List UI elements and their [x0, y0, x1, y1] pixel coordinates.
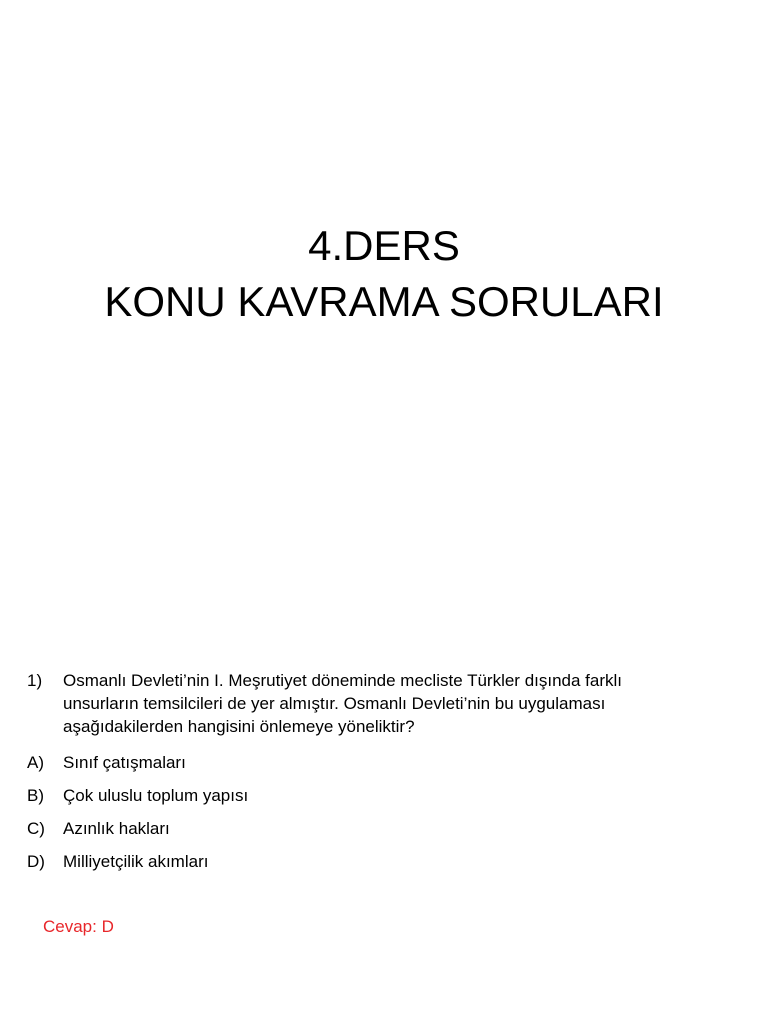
question-number: 1)	[27, 671, 43, 690]
option-letter: A)	[27, 753, 44, 772]
option-text: Azınlık hakları	[63, 819, 170, 838]
slide-title	[0, 218, 768, 330]
option-b	[27, 784, 627, 817]
option-text: Milliyetçilik akımları	[63, 852, 209, 871]
section-title: KONU KAVRAMA SORULARI	[104, 278, 664, 325]
answer-options	[27, 751, 627, 883]
option-a	[27, 751, 627, 784]
option-letter: B)	[27, 786, 44, 805]
option-text: Çok uluslu toplum yapısı	[63, 786, 249, 805]
lesson-number-title: 4.DERS	[308, 222, 460, 269]
option-d	[27, 850, 627, 883]
question-text: Osmanlı Devleti’nin I. Meşrutiyet döneminde mecliste Türkler dışında farklı unsurların temsilcileri de yer almıştır. Osmanlı Devleti’nin bu uygulaması aşağıdakilerden hangisini önlemeye yöneliktir?	[63, 671, 623, 736]
question-row	[27, 669, 747, 738]
question-slide	[0, 576, 768, 1024]
question	[27, 669, 747, 738]
option-text: Sınıf çatışmaları	[63, 753, 186, 772]
answer-key: Cevap: D	[43, 917, 114, 936]
option-c	[27, 817, 627, 850]
option-letter: D)	[27, 852, 45, 871]
option-letter: C)	[27, 819, 45, 838]
